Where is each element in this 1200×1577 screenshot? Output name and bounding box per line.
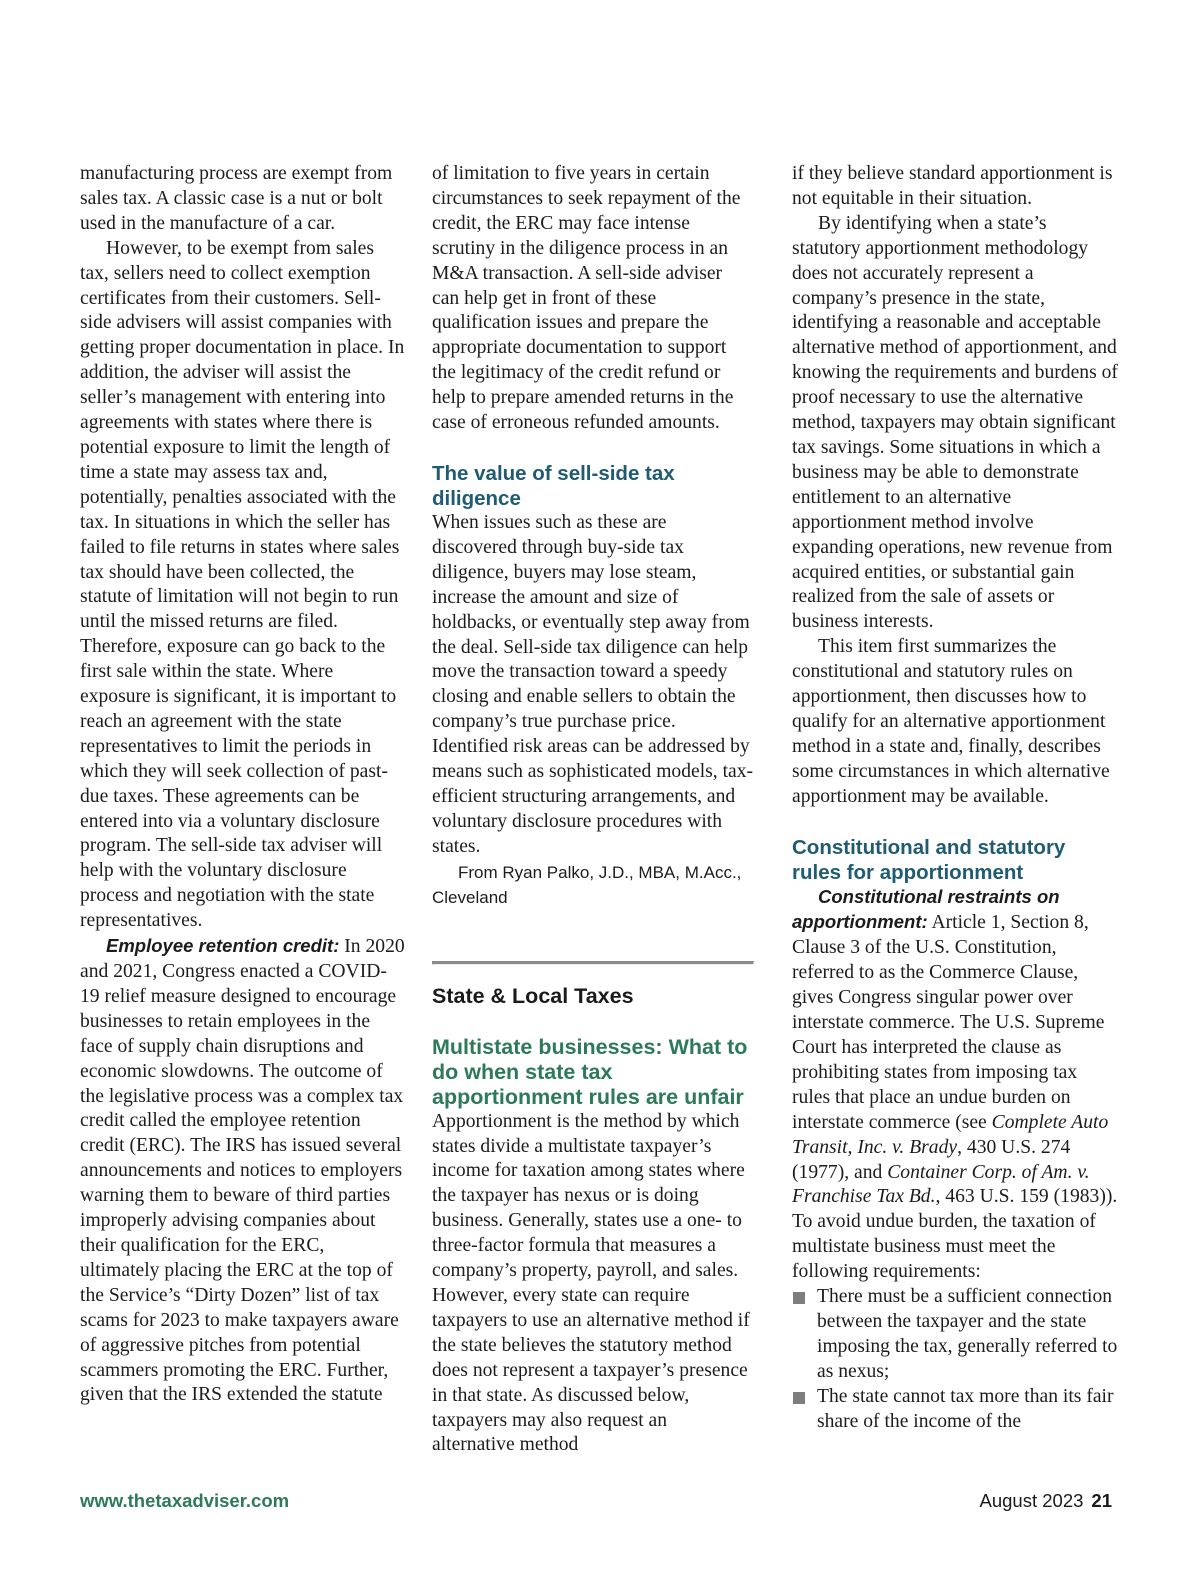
issue-date: August 2023 [979, 1490, 1084, 1511]
section-title: State & Local Taxes [432, 983, 634, 1008]
paragraph: Apportionment is the method by which states divide a multistate taxpayer’s income for taxation among states where the taxpayer has nexus or is doing business. Generally, states use a one- to three-factor formula that measures a company’s property, payroll, and sales. However, every state can require taxpayers to use an alternative method if the state believes the statutory method does not represent a taxpayer’s presence in that state. As discussed below, taxpayers may also request an alternative method [432, 1110, 750, 1456]
column-1 [80, 162, 406, 1408]
article-title: Multistate businesses: What to do when state tax apportionment rules are unfair [432, 1034, 748, 1109]
paragraph-text: , 430 U.S. 274 (1977), and [792, 1136, 1071, 1183]
paragraph: When issues such as these are discovered through buy-side tax diligence, buyers may lose steam, increase the amount and size of holdbacks, or eventually step away from the deal. Sell-side tax diligence can help move the transaction toward a speedy closing and enable sellers to obtain the company’s true purchase price. Identified risk areas can be addressed by means such as sophisticated models, tax-efficient structuring arrangements, and voluntary disclosure procedures with states. [432, 511, 754, 857]
case-citation: Container Corp. of Am. v. Franchise Tax Bd. [792, 1161, 1090, 1208]
subheading: The value of sell-side tax diligence [432, 461, 675, 510]
paragraph: By identifying when a state’s statutory apportionment methodology does not accurately represent a company’s presence in the state, identifying a reasonable and acceptable alternative method of apportionment, and knowing the requirements and burdens of proof necessary to use the alternative method, taxpayers may obtain significant tax savings. Some situations in which a business may be able to demonstrate entitlement to an alternative apportionment method involve expanding operations, new revenue from acquired entities, or substantial gain realized from the sale of assets or business interests. [792, 212, 1118, 633]
paragraph-text: , 463 U.S. 159 (1983)). To avoid undue burden, the taxation of multistate business must meet the following requirements: [792, 1186, 1118, 1283]
column-2 [432, 162, 754, 1458]
paragraph: This item first summarizes the constitutional and statutory rules on apportionment, then discusses how to qualify for an alternative apportionment method in a state and, finally, describes some circumstances in which alternative apportionment may be available. [792, 636, 1110, 807]
run-in-heading: Constitutional restraints on apportionment: [792, 885, 1060, 933]
page-number: 21 [1091, 1490, 1112, 1511]
paragraph: of limitation to five years in certain circumstances to seek repayment of the credit, the ERC may face intense scrutiny in the diligence process in an M&A transaction. A sell-side adviser can help get in front of these qualification issues and prepare the appropriate documentation to support the legitimacy of the credit refund or help to prepare amended returns in the case of erroneous refunded amounts. [432, 163, 741, 434]
list-item: There must be a sufficient connection between the taxpayer and the state imposing the tax, generally referred to as nexus; [792, 1285, 1118, 1385]
subheading: Constitutional and statutory rules for apportionment [792, 835, 1066, 884]
column-3 [792, 162, 1118, 1435]
paragraph-text: Article 1, Section 8, Clause 3 of the U.S. Constitution, referred to as the Commerce Clause, gives Congress singular power over interstate commerce. The U.S. Supreme Court has interpreted the clause as prohibiting states from imposing tax rules that place an undue burden on interstate commerce (see [792, 912, 1105, 1133]
requirements-list [792, 1285, 1118, 1434]
footer-issue [980, 1490, 1112, 1512]
list-item: The state cannot tax more than its fair share of the income of the [792, 1385, 1118, 1435]
paragraph: However, to be exempt from sales tax, sellers need to collect exemption certificates from their customers. Sell-side advisers will assist companies with getting proper documentation in place. In addition, the adviser will assist the seller’s management with entering into agreements with states where there is potential exposure to limit the length of time a state may assess tax and, potentially, penalties associated with the tax. In situations in which the seller has failed to file returns in states where sales tax should have been collected, the statute of limitation will not begin to run until the missed returns are filed. Therefore, exposure can go back to the first sale within the state. Where exposure is significant, it is important to reach an agreement with the state representatives to limit the periods in which they will seek collection of past-due taxes. These agreements can be entered into via a voluntary disclosure program. The sell-side tax adviser will help with the voluntary disclosure process and negotiation with the state representatives. [80, 237, 405, 932]
paragraph [792, 885, 1118, 1286]
paragraph-text: In 2020 and 2021, Congress enacted a COVID-19 relief measure designed to encourage businesses to retain employees in the face of supply chain disruptions and economic slowdowns. The outcome of the legislative process was a complex tax credit called the employee retention credit (ERC). The IRS has issued several announcements and notices to employers warning them to beware of third parties improperly advising companies about their qualification for the ERC, ultimately placing the ERC at the top of the Service’s “Dirty Dozen” list of tax scams for 2023 to make taxpayers aware of aggressive pitches from potential scammers promoting the ERC. Further, given that the IRS extended the statute [80, 936, 405, 1406]
paragraph [80, 934, 406, 1408]
paragraph: if they believe standard apportionment is not equitable in their situation. [792, 163, 1113, 209]
author-byline: From Ryan Palko, J.D., MBA, M.Acc., Cleveland [432, 862, 742, 907]
run-in-heading: Employee retention credit: [106, 935, 340, 957]
footer-url[interactable]: www.thetaxadviser.com [80, 1490, 290, 1511]
case-citation: Complete Auto Transit, Inc. v. Brady [792, 1111, 1109, 1158]
paragraph: manufacturing process are exempt from sales tax. A classic case is a nut or bolt used in the manufacture of a car. [80, 163, 393, 234]
